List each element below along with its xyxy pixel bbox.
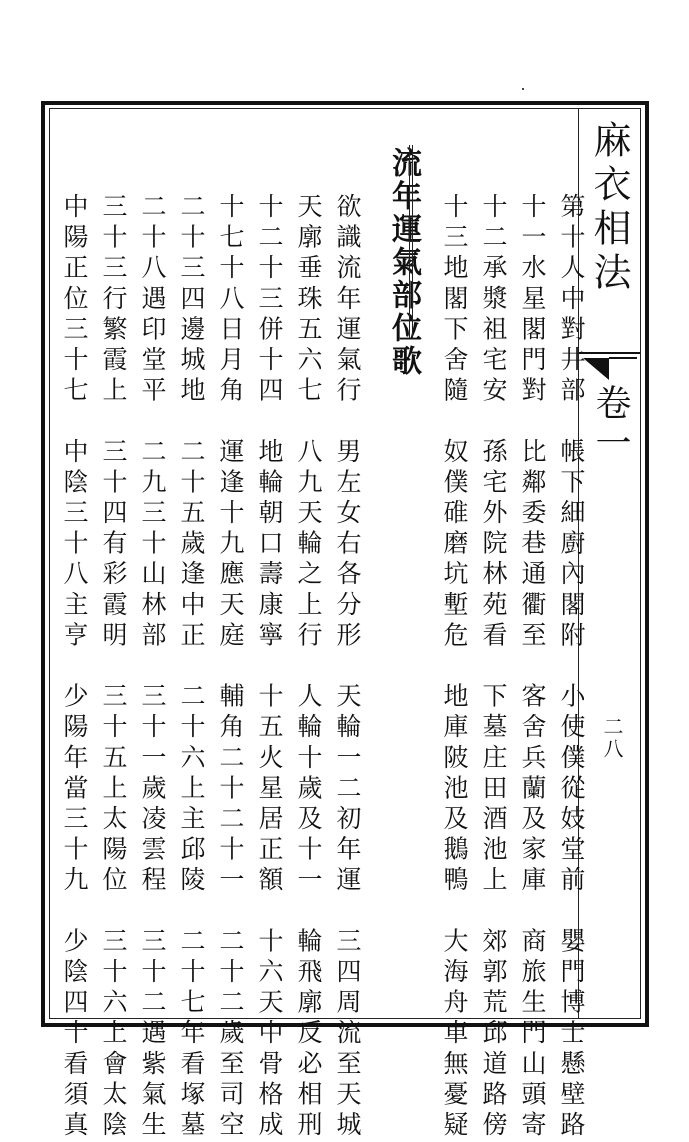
text-column: 二十三四邊城地 二十五歲逢中正 二十六上主邱陵 二十七年看塚墓: [177, 193, 206, 1142]
text-column: 第十人中對井部 帳下細廚內閣附 小使僕從妓堂前 嬰門博士懸壁路: [557, 193, 586, 1142]
section-heading: 流年運氣部位歌: [386, 147, 421, 378]
text-column: 十二十三併十四 地輪朝口壽康寧 十五火星居正額 十六天中骨格成: [255, 193, 284, 1142]
ink-speck: [522, 88, 524, 90]
text-column: 十一水星閣門對 比鄰委巷通衢至 客舍兵蘭及家庫 商旅生門山頭寄: [518, 193, 547, 1142]
heading-rule: [409, 145, 410, 339]
text-column: 三十三行繁霞上 三十四有彩霞明 三十五上太陽位 三十六上會太陰: [99, 193, 128, 1142]
text-column: 十二承漿祖宅安 孫宅外院林苑看 下墓庄田酒池上 郊郭荒邱道路傍: [479, 193, 508, 1142]
heading-rule: [412, 145, 413, 339]
text-column: 十三地閣下舍隨 奴僕碓磨坑塹危 地庫陂池及鵝鴨 大海舟車無憂疑: [440, 193, 469, 1142]
text-column: 欲識流年運氣行 男左女右各分形 天輪一二初年運 三四周流至天城: [333, 193, 362, 1142]
text-column: 十七十八日月角 運逢十九應天庭 輔角二十二十一 二十二歲至司空: [216, 193, 245, 1142]
text-column: 二十八遇印堂平 二九三十山林部 三十一歲凌雲程 三十二遇紫氣生: [138, 193, 167, 1142]
text-column: 中陽正位三十七 中陰三十八主亨 少陽年當三十九 少陰四十看須真: [60, 193, 89, 1142]
book-title: 麻衣相法: [587, 120, 631, 296]
volume-label: 卷一: [590, 384, 631, 464]
page-number: 二八: [600, 716, 624, 760]
fishtail-mark: [579, 350, 640, 384]
text-column: 天廓垂珠五六七 八九天輪之上行 人輪十歲及十一 輪飛廓反必相刑: [294, 193, 323, 1142]
